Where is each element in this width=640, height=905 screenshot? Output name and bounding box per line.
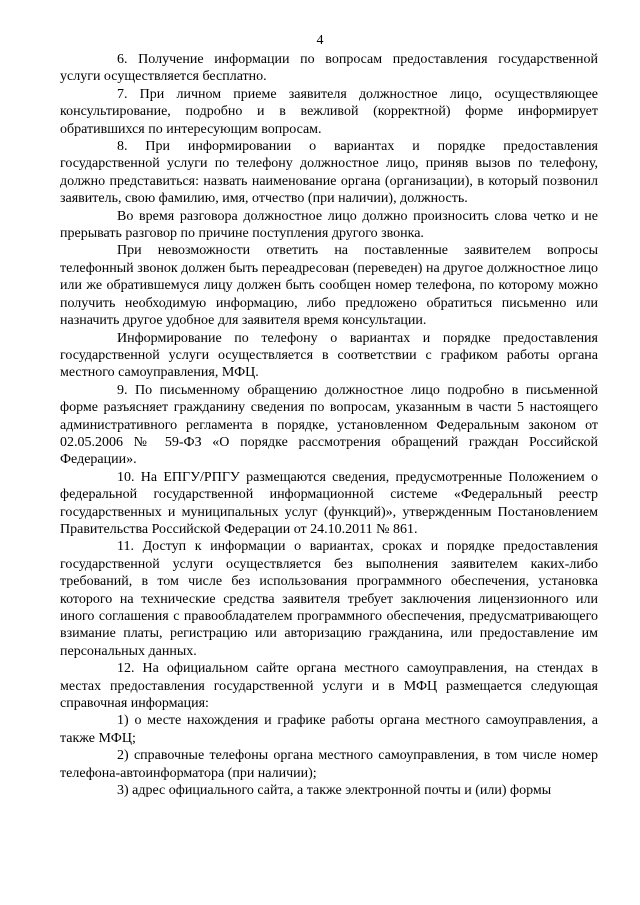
paragraph-10-epgu: 10. На ЕПГУ/РПГУ размещаются сведения, предусмотренные Положением о федеральной государственной информационной системе «Федеральный реестр государственных и муниципальных услуг (функций)», утвержденным Постановлением Правительства Российской Федерации от 24.10.2011 № 861. xyxy=(60,469,598,537)
list-item-1-location: 1) о месте нахождения и графике работы органа местного самоуправления, а также МФЦ; xyxy=(60,713,598,746)
document-body xyxy=(60,51,598,799)
paragraph-call-redirect: При невозможности ответить на поставленные заявителем вопросы телефонный звонок должен быть переадресован (переведен) на другое должностное лицо или же обратившемуся лицу должен быть сообщен номер телефона, по которому можно получить необходимую информацию, либо предложено обратиться письменно или назначить другое удобное для заявителя время консультации. xyxy=(60,243,598,329)
page-number: 4 xyxy=(316,33,324,48)
paragraph-9-written-request: 9. По письменному обращению должностное лицо подробно в письменной форме разъясняет гражданину сведения по вопросам, указанным в части 5 настоящего административного регламента в порядке, установленном Федеральным законом от 02.05.2006 № 59-ФЗ «О порядке рассмотрения обращений граждан Российской Федерации». xyxy=(60,382,598,468)
paragraph-12-reference-info: 12. На официальном сайте органа местного самоуправления, на стендах в местах предоставления государственной услуги и в МФЦ размещается следующая справочная информация: xyxy=(60,661,598,712)
list-item-2-phones: 2) справочные телефоны органа местного самоуправления, в том числе номер телефона-автоинформатора (при наличии); xyxy=(60,748,598,781)
paragraph-11-access: 11. Доступ к информации о вариантах, сроках и порядке предоставления государственной услуги осуществляется без выполнения заявителем каких-либо требований, в том числе без использования программного обеспечения, установка которого на технические средства заявителя требует заключения лицензионного или иного соглашения с правообладателем программного обеспечения, предусматривающего взимание платы, регистрацию или авторизацию гражданина, или предоставление им персональных данных. xyxy=(60,539,598,659)
paragraph-6-free-info: 6. Получение информации по вопросам предоставления государственной услуги осуществляется бесплатно. xyxy=(60,52,598,85)
paragraph-8-phone-info: 8. При информировании о вариантах и порядке предоставления государственной услуги по телефону должностное лицо, приняв вызов по телефону, должно представиться: назвать наименование органа (организации), в который позвонил заявитель, свою фамилию, имя, отчество (при наличии), должность. xyxy=(60,139,598,207)
paragraph-phone-conversation: Во время разговора должностное лицо должно произносить слова четко и не прерывать разговор по причине поступления другого звонка. xyxy=(60,208,598,242)
paragraph-phone-schedule: Информирование по телефону о вариантах и порядке предоставления государственной услуги осуществляется в соответствии с графиком работы органа местного самоуправления, МФЦ. xyxy=(60,330,598,381)
paragraph-7-personal-reception: 7. При личном приеме заявителя должностное лицо, осуществляющее консультирование, подробно и в вежливой (корректной) форме информирует обратившихся по интересующим вопросам. xyxy=(60,86,598,137)
list-item-3-website: 3) адрес официального сайта, а также электронной почты и (или) формы xyxy=(117,783,552,799)
